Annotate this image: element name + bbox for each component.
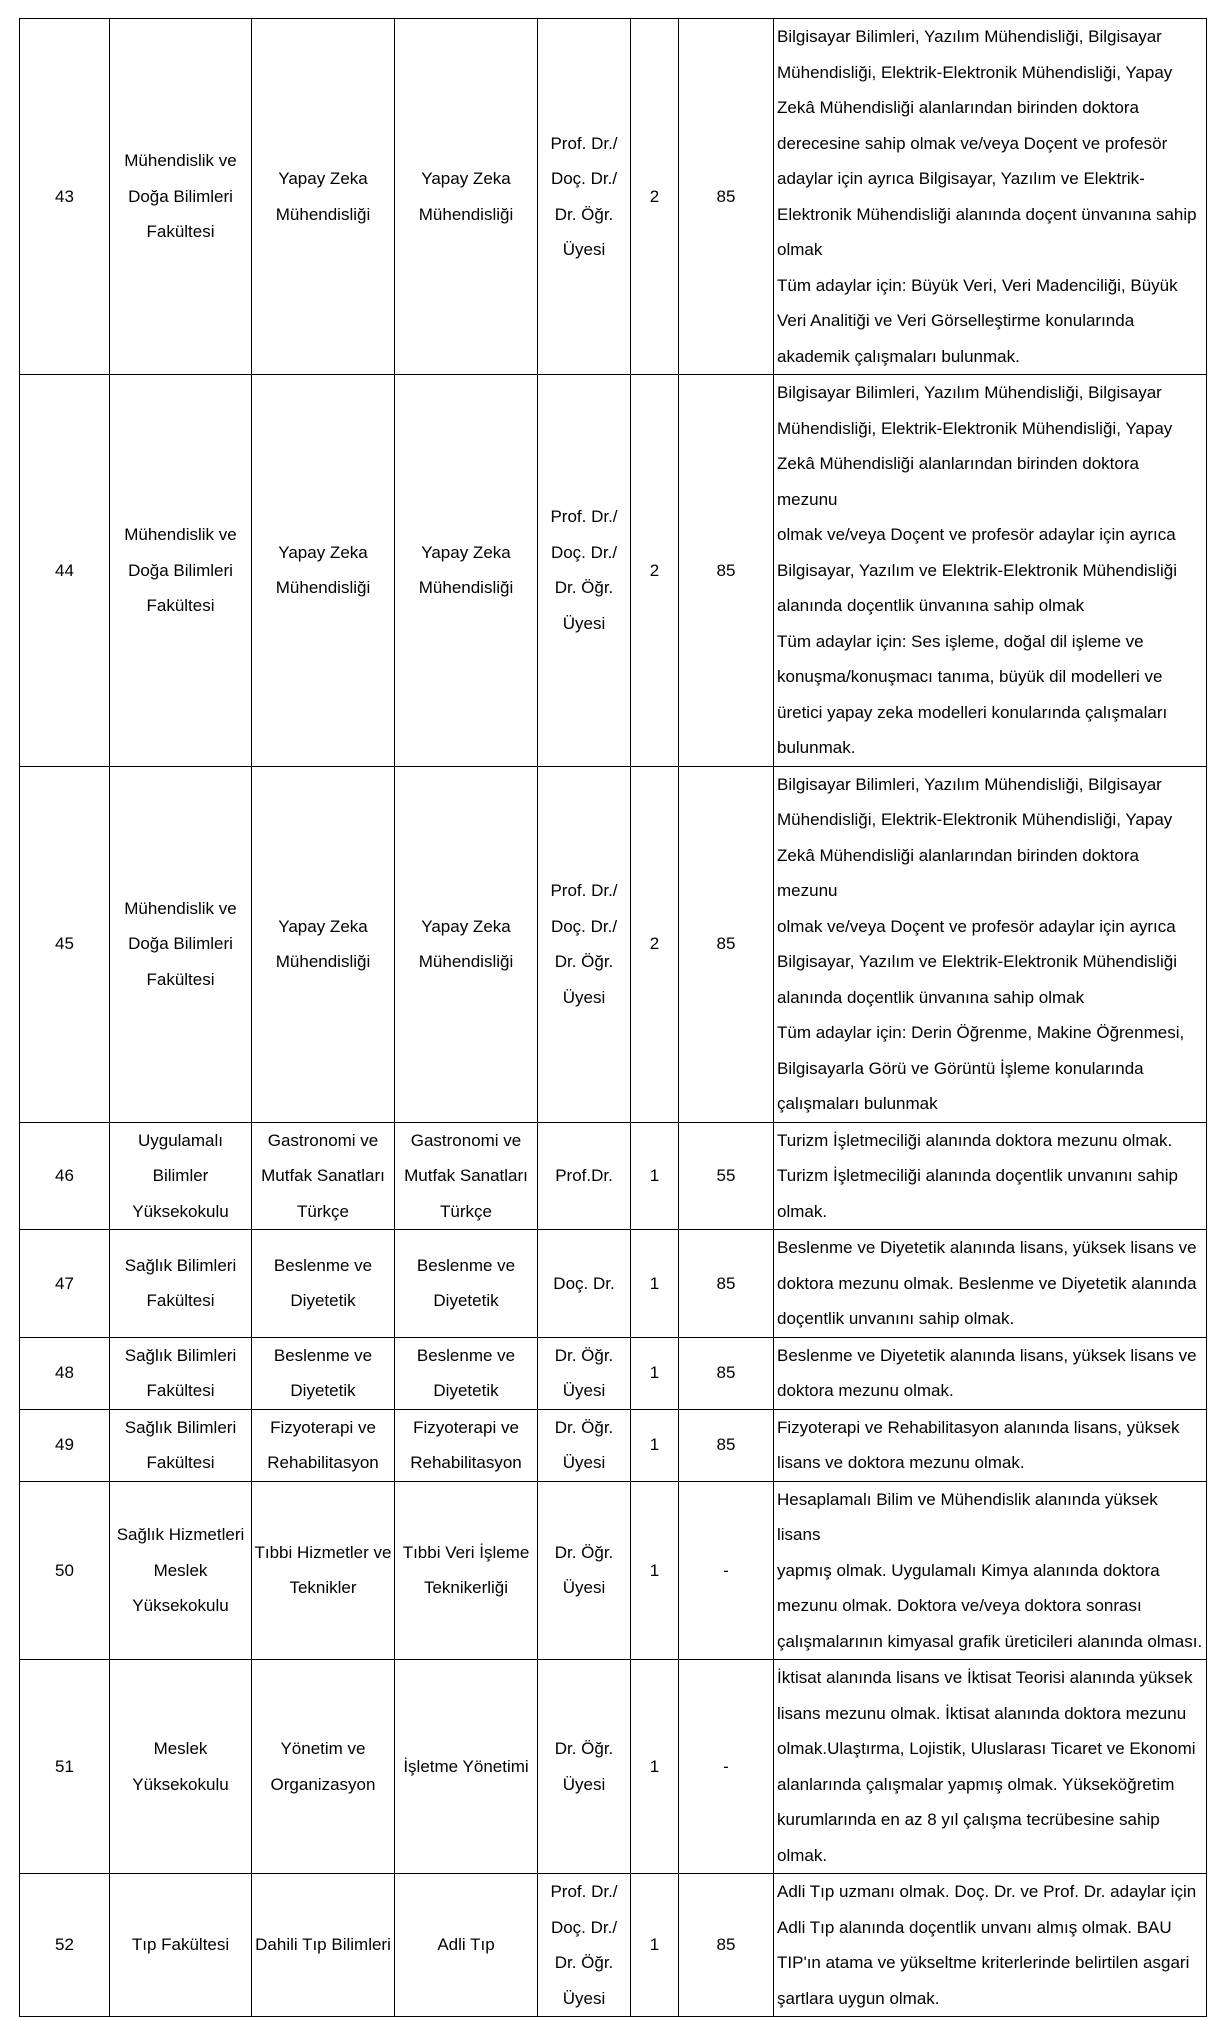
position-count: 1 — [631, 1230, 679, 1338]
position-count: 1 — [631, 1481, 679, 1660]
department-name: Yönetim ve Organizasyon — [252, 1660, 395, 1874]
academic-title: Prof.Dr. — [538, 1122, 631, 1230]
row-number: 45 — [20, 766, 110, 1122]
academic-title: Doç. Dr. — [538, 1230, 631, 1338]
min-score: 55 — [679, 1122, 774, 1230]
min-score: 85 — [679, 766, 774, 1122]
row-number: 46 — [20, 1122, 110, 1230]
row-number: 44 — [20, 375, 110, 767]
table-row — [20, 1337, 1207, 1409]
positions-table — [19, 18, 1207, 2017]
academic-title: Dr. Öğr. Üyesi — [538, 1481, 631, 1660]
min-score: 85 — [679, 1337, 774, 1409]
program-name: Beslenme ve Diyetetik — [395, 1337, 538, 1409]
requirements-text: Bilgisayar Bilimleri, Yazılım Mühendisliği, Bilgisayar Mühendisliği, Elektrik-Elektronik Mühendisliği, Yapay Zekâ Mühendisliği alanlarından birinden doktora mezunu olmak ve/veya Doçent ve profesör adaylar için ayrıca Bilgisayar, Yazılım ve Elektrik-Elektronik Mühendisliği alanında doçentlik ünvanına sahip olmak Tüm adaylar için: Derin Öğrenme, Makine Öğrenmesi, Bilgisayarla Görü ve Görüntü İşleme konularında çalışmaları bulunmak — [774, 766, 1207, 1122]
unit-name: Uygulamalı Bilimler Yüksekokulu — [110, 1122, 252, 1230]
academic-title: Prof. Dr./ Doç. Dr./ Dr. Öğr. Üyesi — [538, 375, 631, 767]
table-row — [20, 19, 1207, 375]
department-name: Yapay Zeka Mühendisliği — [252, 375, 395, 767]
department-name: Yapay Zeka Mühendisliği — [252, 766, 395, 1122]
row-number: 50 — [20, 1481, 110, 1660]
min-score: - — [679, 1660, 774, 1874]
requirements-text: Beslenme ve Diyetetik alanında lisans, yüksek lisans ve doktora mezunu olmak. — [774, 1337, 1207, 1409]
table-row — [20, 1481, 1207, 1660]
row-number: 43 — [20, 19, 110, 375]
requirements-text: Bilgisayar Bilimleri, Yazılım Mühendisliği, Bilgisayar Mühendisliği, Elektrik-Elektronik Mühendisliği, Yapay Zekâ Mühendisliği alanlarından birinden doktora mezunu olmak ve/veya Doçent ve profesör adaylar için ayrıca Bilgisayar, Yazılım ve Elektrik-Elektronik Mühendisliği alanında doçentlik ünvanına sahip olmak Tüm adaylar için: Ses işleme, doğal dil işleme ve konuşma/konuşmacı tanıma, büyük dil modelleri ve üretici yapay zeka modelleri konularında çalışmaları bulunmak. — [774, 375, 1207, 767]
requirements-text: Beslenme ve Diyetetik alanında lisans, yüksek lisans ve doktora mezunu olmak. Beslenme ve Diyetetik alanında doçentlik unvanını sahip olmak. — [774, 1230, 1207, 1338]
department-name: Dahili Tıp Bilimleri — [252, 1874, 395, 2017]
table-row — [20, 375, 1207, 767]
table-row — [20, 766, 1207, 1122]
row-number: 47 — [20, 1230, 110, 1338]
program-name: Adli Tıp — [395, 1874, 538, 2017]
unit-name: Sağlık Bilimleri Fakültesi — [110, 1337, 252, 1409]
unit-name: Sağlık Hizmetleri Meslek Yüksekokulu — [110, 1481, 252, 1660]
position-count: 1 — [631, 1122, 679, 1230]
unit-name: Mühendislik ve Doğa Bilimleri Fakültesi — [110, 375, 252, 767]
program-name: Tıbbi Veri İşleme Teknikerliği — [395, 1481, 538, 1660]
requirements-text: Fizyoterapi ve Rehabilitasyon alanında lisans, yüksek lisans ve doktora mezunu olmak. — [774, 1409, 1207, 1481]
unit-name: Sağlık Bilimleri Fakültesi — [110, 1230, 252, 1338]
unit-name: Sağlık Bilimleri Fakültesi — [110, 1409, 252, 1481]
row-number: 51 — [20, 1660, 110, 1874]
min-score: - — [679, 1481, 774, 1660]
position-count: 2 — [631, 375, 679, 767]
position-count: 1 — [631, 1409, 679, 1481]
unit-name: Meslek Yüksekokulu — [110, 1660, 252, 1874]
position-count: 1 — [631, 1660, 679, 1874]
row-number: 48 — [20, 1337, 110, 1409]
academic-title: Dr. Öğr. Üyesi — [538, 1660, 631, 1874]
unit-name: Tıp Fakültesi — [110, 1874, 252, 2017]
academic-title: Prof. Dr./ Doç. Dr./ Dr. Öğr. Üyesi — [538, 1874, 631, 2017]
requirements-text: Hesaplamalı Bilim ve Mühendislik alanında yüksek lisans yapmış olmak. Uygulamalı Kimya alanında doktora mezunu olmak. Doktora ve/veya doktora sonrası çalışmalarının kimyasal grafik üreticileri alanında olması. — [774, 1481, 1207, 1660]
min-score: 85 — [679, 1230, 774, 1338]
position-count: 2 — [631, 19, 679, 375]
program-name: Gastronomi ve Mutfak Sanatları Türkçe — [395, 1122, 538, 1230]
table-row — [20, 1122, 1207, 1230]
table-row — [20, 1660, 1207, 1874]
unit-name: Mühendislik ve Doğa Bilimleri Fakültesi — [110, 19, 252, 375]
requirements-text: İktisat alanında lisans ve İktisat Teorisi alanında yüksek lisans mezunu olmak. İktisat alanında doktora mezunu olmak.Ulaştırma, Lojistik, Uluslarası Ticaret ve Ekonomi alanlarında çalışmalar yapmış olmak. Yükseköğretim kurumlarında en az 8 yıl çalışma tecrübesine sahip olmak. — [774, 1660, 1207, 1874]
min-score: 85 — [679, 1874, 774, 2017]
program-name: Beslenme ve Diyetetik — [395, 1230, 538, 1338]
academic-title: Prof. Dr./ Doç. Dr./ Dr. Öğr. Üyesi — [538, 766, 631, 1122]
requirements-text: Adli Tıp uzmanı olmak. Doç. Dr. ve Prof. Dr. adaylar için Adli Tıp alanında doçentlik unvanı almış olmak. BAU TIP'ın atama ve yükseltme kriterlerinde belirtilen asgari şartlara uygun olmak. — [774, 1874, 1207, 2017]
row-number: 52 — [20, 1874, 110, 2017]
min-score: 85 — [679, 375, 774, 767]
program-name: Fizyoterapi ve Rehabilitasyon — [395, 1409, 538, 1481]
table-row — [20, 1230, 1207, 1338]
position-count: 1 — [631, 1337, 679, 1409]
position-count: 2 — [631, 766, 679, 1122]
department-name: Yapay Zeka Mühendisliği — [252, 19, 395, 375]
program-name: Yapay Zeka Mühendisliği — [395, 19, 538, 375]
department-name: Fizyoterapi ve Rehabilitasyon — [252, 1409, 395, 1481]
table-body — [20, 19, 1207, 2017]
department-name: Gastronomi ve Mutfak Sanatları Türkçe — [252, 1122, 395, 1230]
program-name: İşletme Yönetimi — [395, 1660, 538, 1874]
min-score: 85 — [679, 19, 774, 375]
department-name: Tıbbi Hizmetler ve Teknikler — [252, 1481, 395, 1660]
position-count: 1 — [631, 1874, 679, 2017]
program-name: Yapay Zeka Mühendisliği — [395, 766, 538, 1122]
department-name: Beslenme ve Diyetetik — [252, 1230, 395, 1338]
requirements-text: Turizm İşletmeciliği alanında doktora mezunu olmak. Turizm İşletmeciliği alanında doçentlik unvanını sahip olmak. — [774, 1122, 1207, 1230]
department-name: Beslenme ve Diyetetik — [252, 1337, 395, 1409]
unit-name: Mühendislik ve Doğa Bilimleri Fakültesi — [110, 766, 252, 1122]
table-row — [20, 1874, 1207, 2017]
table-row — [20, 1409, 1207, 1481]
academic-title: Dr. Öğr. Üyesi — [538, 1409, 631, 1481]
academic-title: Dr. Öğr. Üyesi — [538, 1337, 631, 1409]
min-score: 85 — [679, 1409, 774, 1481]
program-name: Yapay Zeka Mühendisliği — [395, 375, 538, 767]
row-number: 49 — [20, 1409, 110, 1481]
academic-title: Prof. Dr./ Doç. Dr./ Dr. Öğr. Üyesi — [538, 19, 631, 375]
requirements-text: Bilgisayar Bilimleri, Yazılım Mühendisliği, Bilgisayar Mühendisliği, Elektrik-Elektronik Mühendisliği, Yapay Zekâ Mühendisliği alanlarından birinden doktora derecesine sahip olmak ve/veya Doçent ve profesör adaylar için ayrıca Bilgisayar, Yazılım ve Elektrik- Elektronik Mühendisliği alanında doçent ünvanına sahip olmak Tüm adaylar için: Büyük Veri, Veri Madenciliği, Büyük Veri Analitiği ve Veri Görselleştirme konularında akademik çalışmaları bulunmak. — [774, 19, 1207, 375]
